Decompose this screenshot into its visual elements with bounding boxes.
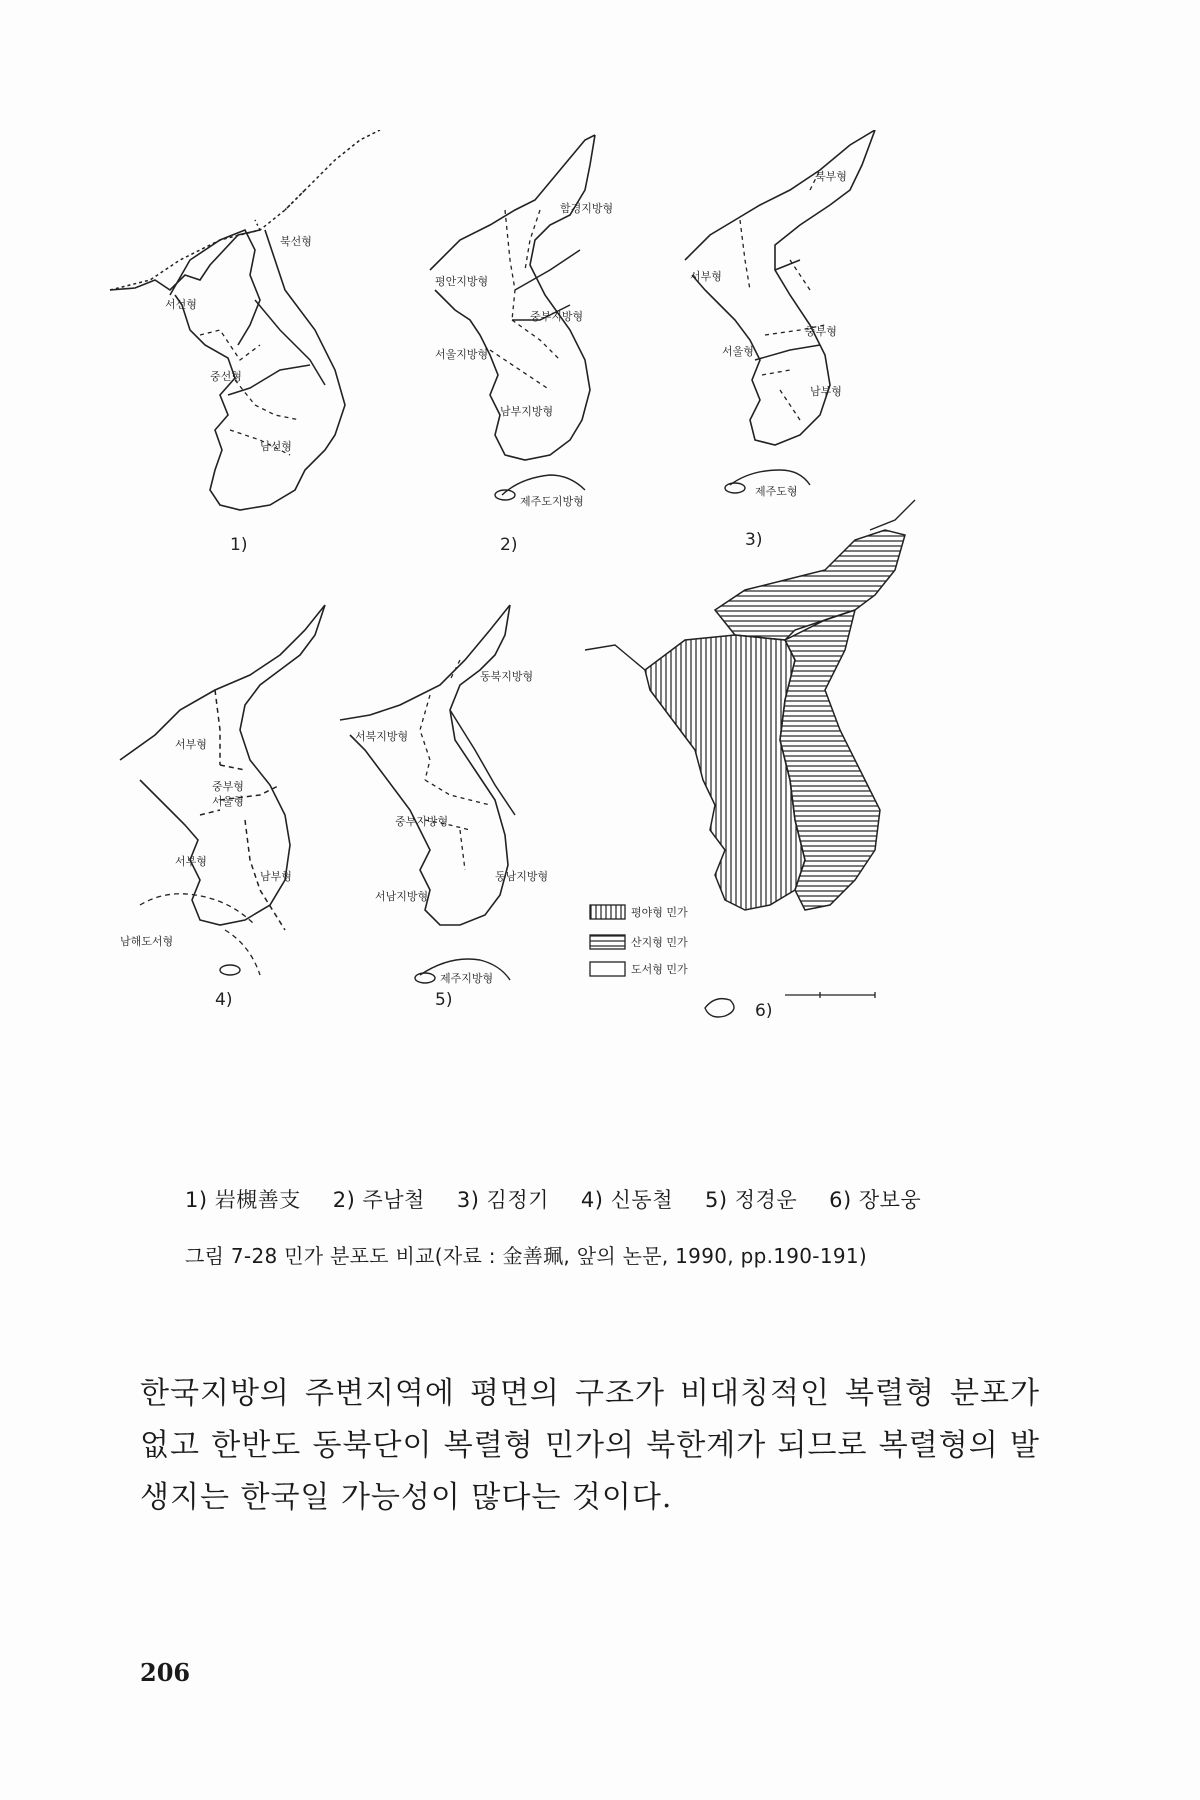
map2-label-nambu: 남부지방형: [500, 405, 554, 418]
map3-label-nambu: 남부형: [810, 385, 842, 398]
map4-label-nambu: 남부형: [260, 870, 292, 883]
map4-label-seoul: 서울형: [212, 795, 244, 808]
map5-number: 5): [435, 990, 453, 1010]
attribution-6: 6) 장보웅: [829, 1188, 922, 1212]
map5-label-seonam: 서남지방형: [375, 890, 429, 903]
map-3: [685, 130, 875, 550]
map1-number: 1): [230, 535, 248, 555]
map4-label-seobu-2: 서부형: [175, 855, 207, 868]
map1-label-central: 중선형: [210, 370, 242, 383]
map2-number: 2): [500, 535, 518, 555]
map2-label-hamgyeong: 함경지방형: [560, 202, 614, 215]
map3-label-jungbu: 중부형: [805, 325, 837, 338]
map2-label-pyeongan: 평안지방형: [435, 275, 489, 288]
map-1: [110, 130, 380, 555]
map3-label-jeju: 제주도형: [755, 485, 798, 498]
map3-label-seoul: 서울형: [722, 345, 754, 358]
map-5: [340, 605, 548, 1010]
figure-maps: [100, 130, 1020, 1190]
map1-label-south: 남선형: [260, 440, 292, 453]
map6-number: 6): [755, 1001, 773, 1021]
attribution-5: 5) 정경운: [705, 1188, 798, 1212]
map1-label-west: 서선형: [165, 298, 197, 311]
attribution-4: 4) 신동철: [580, 1188, 674, 1212]
map6-legend-mountain: 산지형 민가: [631, 936, 688, 949]
map2-label-seoul: 서울지방형: [435, 348, 489, 361]
map5-label-seobuk: 서북지방형: [355, 730, 409, 743]
map-2: [430, 135, 613, 555]
map5-label-dongbuk: 동북지방형: [480, 670, 534, 683]
map4-label-jungbu: 중부형: [212, 780, 244, 793]
map4-number: 4): [215, 990, 233, 1010]
attribution-2: 2) 주남철: [332, 1188, 425, 1212]
map3-label-bukbu: 북부형: [815, 170, 847, 183]
map-6: [585, 500, 915, 1021]
attribution-3: 3) 김정기: [456, 1188, 549, 1212]
map2-label-jeju: 제주도지방형: [520, 495, 584, 508]
page-number: 206: [140, 1658, 191, 1687]
figure-caption: 그림 7-28 민가 분포도 비교(자료 : 金善珮, 앞의 논문, 1990, pp.190-191): [185, 1244, 867, 1268]
map6-legend-island: 도서형 민가: [631, 963, 688, 976]
map1-label-north: 북선형: [280, 235, 312, 248]
map6-legend-plain: 평야형 민가: [631, 906, 688, 919]
map5-label-jungbu: 중부지방형: [395, 815, 449, 828]
map5-label-jeju: 제주지방형: [440, 972, 494, 985]
map4-label-namhae: 남해도서형: [120, 935, 174, 948]
attribution-1: 1) 岩槻善支: [185, 1188, 301, 1212]
figure-attribution: [185, 1184, 985, 1214]
map3-number: 3): [745, 530, 763, 550]
map3-label-seobu: 서부형: [690, 270, 722, 283]
body-paragraph: 한국지방의 주변지역에 평면의 구조가 비대칭적인 복렬형 분포가 없고 한반도 동북단이 복렬형 민가의 북한계가 되므로 복렬형의 발생지는 한국일 가능성이 많다는 것이다.: [140, 1376, 1040, 1515]
map4-label-seobu: 서부형: [175, 738, 207, 751]
map-4: [120, 605, 325, 1010]
map2-label-jungbu: 중부지방형: [530, 310, 584, 323]
map5-label-dongnam: 동남지방형: [495, 870, 549, 883]
